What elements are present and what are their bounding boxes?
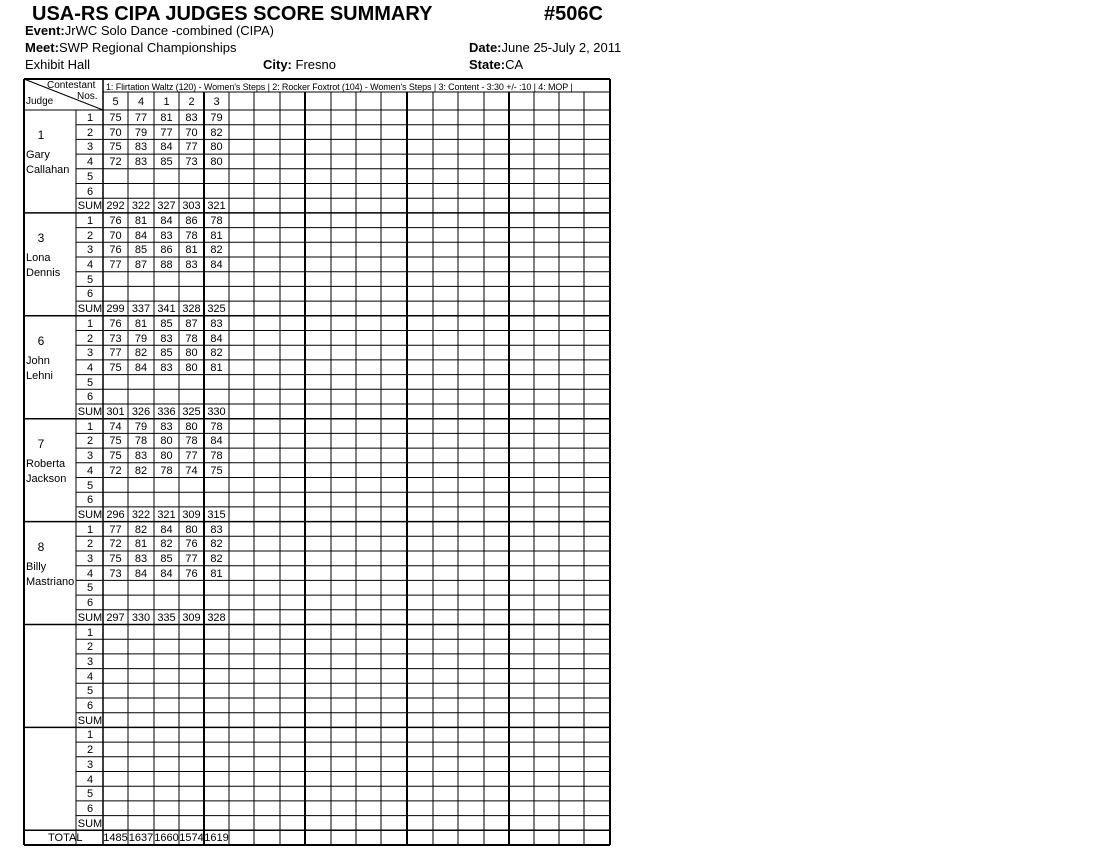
- score-cell: 81: [210, 567, 223, 580]
- score-cell: 82: [210, 244, 223, 257]
- row-number: 3: [86, 141, 94, 154]
- score-cell: 75: [109, 553, 122, 565]
- row-number: 5: [86, 582, 94, 595]
- score-cell: 70: [109, 229, 122, 242]
- score-cell: 81: [134, 317, 148, 330]
- score-cell: 70: [109, 126, 122, 139]
- page-title: USA-RS CIPA JUDGES SCORE SUMMARY: [32, 3, 433, 25]
- score-cell: 78: [185, 332, 198, 345]
- sum-label: SUM: [77, 303, 103, 316]
- score-cell: 84: [210, 332, 223, 345]
- row-number: 6: [86, 802, 94, 815]
- score-cell: 78: [210, 450, 223, 463]
- score-cell: 77: [185, 553, 198, 565]
- score-cell: 76: [109, 214, 122, 227]
- score-cell: 79: [210, 112, 223, 124]
- judge-first-name: Lona: [26, 251, 51, 264]
- score-cell: 70: [185, 126, 198, 139]
- judge-first-name: Roberta: [26, 457, 66, 470]
- sum-cell: 296: [106, 508, 125, 521]
- total-cell: 1637: [128, 832, 154, 845]
- row-number: 3: [86, 758, 94, 771]
- score-cell: 80: [185, 523, 198, 536]
- score-cell: 76: [185, 567, 198, 580]
- sum-cell: 321: [157, 508, 176, 521]
- row-number: 3: [86, 655, 94, 668]
- row-number: 2: [86, 126, 94, 139]
- row-number: 2: [86, 744, 94, 757]
- score-cell: 84: [134, 361, 148, 374]
- score-cell: 82: [210, 347, 223, 360]
- judge-last-name: Mastriano: [26, 575, 75, 588]
- sum-cell: 327: [157, 200, 176, 213]
- sum-cell: 301: [106, 406, 125, 418]
- venue: Exhibit Hall: [25, 57, 91, 72]
- score-cell: 80: [185, 347, 198, 360]
- score-cell: 83: [160, 332, 173, 345]
- score-cell: 79: [134, 332, 148, 345]
- row-number: 5: [86, 788, 94, 801]
- row-number: 2: [86, 229, 94, 242]
- corner-contestant-label: Contestant: [47, 80, 96, 91]
- score-cell: 80: [210, 141, 223, 154]
- score-cell: 83: [134, 141, 148, 154]
- sum-label: SUM: [77, 611, 103, 624]
- corner-judge-label: Judge: [26, 96, 54, 107]
- sum-cell: 325: [207, 303, 226, 316]
- score-cell: 77: [185, 141, 198, 154]
- row-number: 2: [86, 435, 94, 448]
- document-number: #506C: [544, 3, 603, 25]
- sum-cell: 341: [157, 303, 176, 316]
- score-cell: 83: [210, 317, 223, 330]
- score-cell: 84: [134, 229, 148, 242]
- sum-cell: 315: [207, 508, 226, 521]
- total-cell: 1660: [154, 832, 179, 845]
- state-value: CA: [505, 57, 524, 72]
- row-number: 5: [86, 479, 94, 492]
- score-cell: 82: [210, 126, 223, 139]
- row-number: 4: [86, 773, 94, 786]
- score-cell: 75: [109, 361, 122, 374]
- score-cell: 81: [134, 538, 148, 551]
- score-cell: 76: [109, 317, 122, 330]
- row-number: 5: [86, 170, 94, 183]
- judge-first-name: John: [26, 354, 50, 367]
- judge-number: 6: [37, 333, 45, 348]
- score-cell: 78: [134, 435, 148, 448]
- score-cell: 80: [210, 156, 223, 169]
- contestant-number: 2: [188, 96, 195, 108]
- sum-cell: 326: [131, 406, 151, 418]
- judge-number: 1: [37, 128, 45, 142]
- score-cell: 84: [134, 567, 148, 580]
- score-cell: 87: [134, 259, 148, 271]
- score-cell: 78: [160, 464, 173, 477]
- score-cell: 84: [160, 567, 173, 580]
- state-label: State:: [469, 57, 506, 72]
- score-cell: 76: [109, 244, 122, 257]
- row-number: 4: [86, 259, 94, 271]
- meet-label: Meet:: [25, 40, 59, 55]
- row-number: 2: [86, 538, 94, 551]
- score-cell: 83: [134, 156, 148, 169]
- sum-cell: 292: [106, 200, 125, 213]
- row-number: 5: [86, 685, 94, 698]
- score-cell: 75: [109, 112, 122, 124]
- dance-legend: 1: Flirtation Waltz (120) - Women's Steps | 2: Rocker Foxtrot (104) - Women's Steps | 3: Content - 3:30 +/- :10 | 4: MOP |: [106, 82, 573, 92]
- score-cell: 82: [160, 538, 173, 551]
- row-number: 1: [86, 626, 94, 639]
- sum-cell: 325: [182, 406, 201, 418]
- score-cell: 83: [134, 553, 148, 565]
- row-number: 4: [86, 156, 94, 169]
- row-number: 5: [86, 376, 94, 389]
- date-label: Date:: [469, 40, 502, 55]
- judge-number: 8: [37, 539, 45, 554]
- score-cell: 84: [210, 259, 223, 271]
- event-value: JrWC Solo Dance -combined (CIPA): [64, 23, 274, 38]
- score-cell: 72: [109, 538, 122, 551]
- score-cell: 85: [160, 156, 173, 169]
- row-number: 4: [86, 567, 94, 580]
- score-cell: 81: [160, 112, 173, 124]
- score-cell: 81: [185, 244, 198, 257]
- row-number: 1: [86, 317, 94, 330]
- sum-label: SUM: [77, 200, 103, 213]
- row-number: 6: [86, 597, 94, 610]
- sum-cell: 321: [207, 200, 226, 213]
- score-cell: 77: [109, 523, 122, 536]
- sum-cell: 335: [157, 611, 176, 624]
- sum-cell: 303: [182, 200, 201, 213]
- sum-cell: 299: [106, 303, 125, 316]
- score-cell: 84: [160, 523, 173, 536]
- score-cell: 77: [185, 450, 198, 463]
- score-cell: 83: [210, 523, 223, 536]
- score-cell: 72: [109, 464, 122, 477]
- sum-label: SUM: [77, 714, 103, 727]
- score-cell: 73: [185, 156, 198, 169]
- score-cell: 74: [109, 420, 122, 433]
- score-cell: 84: [210, 435, 223, 448]
- score-cell: 82: [210, 538, 223, 551]
- score-cell: 80: [185, 361, 198, 374]
- row-number: 5: [86, 273, 94, 286]
- sum-label: SUM: [77, 817, 103, 830]
- row-number: 4: [86, 670, 94, 683]
- sum-label: SUM: [77, 406, 103, 418]
- row-number: 3: [86, 244, 94, 257]
- row-number: 6: [86, 494, 94, 507]
- sum-cell: 309: [182, 508, 201, 521]
- score-cell: 85: [160, 347, 173, 360]
- score-cell: 82: [210, 553, 223, 565]
- score-cell: 75: [109, 450, 122, 463]
- score-cell: 86: [185, 214, 198, 227]
- score-cell: 85: [160, 317, 173, 330]
- sum-cell: 337: [131, 303, 151, 316]
- sum-cell: 330: [207, 406, 226, 418]
- score-cell: 75: [210, 464, 223, 477]
- score-cell: 82: [134, 464, 148, 477]
- score-cell: 83: [185, 112, 198, 124]
- score-cell: 79: [134, 126, 148, 139]
- city-label: City:: [263, 57, 292, 72]
- row-number: 2: [86, 641, 94, 654]
- row-number: 1: [86, 523, 94, 536]
- score-cell: 81: [134, 214, 148, 227]
- contestant-number: 5: [112, 96, 119, 108]
- sum-cell: 297: [106, 611, 125, 624]
- score-cell: 81: [210, 229, 223, 242]
- contestant-number: 1: [163, 96, 170, 108]
- sum-cell: 328: [207, 611, 226, 624]
- judge-number: 3: [37, 230, 45, 245]
- judge-first-name: Gary: [26, 149, 50, 161]
- date-value: June 25-July 2, 2011: [501, 40, 622, 55]
- row-number: 2: [86, 332, 94, 345]
- score-cell: 83: [160, 420, 173, 433]
- row-number: 6: [86, 185, 94, 198]
- sum-cell: 336: [157, 406, 176, 418]
- score-cell: 80: [160, 450, 173, 463]
- score-cell: 78: [185, 229, 198, 242]
- contestant-number: 3: [213, 96, 220, 108]
- score-cell: 80: [160, 435, 173, 448]
- score-cell: 77: [134, 112, 148, 124]
- row-number: 1: [86, 112, 94, 124]
- score-cell: 75: [109, 141, 122, 154]
- sum-cell: 328: [182, 303, 201, 316]
- sum-label: SUM: [77, 508, 103, 521]
- score-cell: 78: [210, 420, 223, 433]
- score-cell: 84: [160, 141, 173, 154]
- judge-last-name: Lehni: [26, 369, 53, 382]
- score-cell: 79: [134, 420, 148, 433]
- sum-cell: 330: [131, 611, 151, 624]
- total-cell: 1485: [103, 832, 128, 845]
- sum-cell: 322: [131, 200, 151, 213]
- row-number: 1: [86, 420, 94, 433]
- row-number: 3: [86, 553, 94, 565]
- row-number: 3: [86, 450, 94, 463]
- score-cell: 82: [134, 347, 148, 360]
- row-number: 1: [86, 214, 94, 227]
- score-cell: 83: [160, 361, 173, 374]
- row-number: 1: [86, 729, 94, 742]
- judge-first-name: Billy: [26, 560, 47, 573]
- row-number: 6: [86, 391, 94, 404]
- score-cell: 74: [185, 464, 198, 477]
- score-cell: 78: [210, 214, 223, 227]
- row-number: 3: [86, 347, 94, 360]
- score-cell: 84: [160, 214, 173, 227]
- score-cell: 72: [109, 156, 122, 169]
- score-cell: 85: [160, 553, 173, 565]
- sum-cell: 309: [182, 611, 201, 624]
- sum-cell: 322: [131, 508, 151, 521]
- score-cell: 82: [134, 523, 148, 536]
- event-label: Event:: [25, 23, 65, 38]
- score-cell: 88: [160, 259, 173, 271]
- score-cell: 75: [109, 435, 122, 448]
- total-cell: 1574: [179, 832, 204, 845]
- score-cell: 83: [134, 450, 148, 463]
- score-cell: 77: [109, 347, 122, 360]
- score-cell: 76: [185, 538, 198, 551]
- total-label: TOTAL: [48, 832, 83, 845]
- judge-last-name: Dennis: [26, 266, 61, 279]
- score-cell: 83: [160, 229, 173, 242]
- score-cell: 87: [185, 317, 198, 330]
- total-cell: 1619: [204, 832, 229, 845]
- row-number: 4: [86, 361, 94, 374]
- judge-last-name: Jackson: [26, 472, 67, 485]
- score-cell: 78: [185, 435, 198, 448]
- score-cell: 85: [134, 244, 148, 257]
- city-value: Fresno: [295, 57, 336, 72]
- score-cell: 73: [109, 332, 122, 345]
- score-cell: 81: [210, 361, 223, 374]
- score-cell: 77: [109, 259, 122, 271]
- score-cell: 83: [185, 259, 198, 271]
- score-cell: 80: [185, 420, 198, 433]
- contestant-number: 4: [137, 96, 145, 108]
- row-number: 4: [86, 464, 94, 477]
- score-cell: 86: [160, 244, 173, 257]
- score-cell: 73: [109, 567, 122, 580]
- row-number: 6: [86, 288, 94, 301]
- corner-nos-label: Nos.: [77, 91, 98, 102]
- meet-value: SWP Regional Championships: [58, 40, 237, 55]
- judge-number: 7: [37, 436, 45, 451]
- score-cell: 77: [160, 126, 173, 139]
- row-number: 6: [86, 700, 94, 712]
- judge-last-name: Callahan: [26, 164, 70, 176]
